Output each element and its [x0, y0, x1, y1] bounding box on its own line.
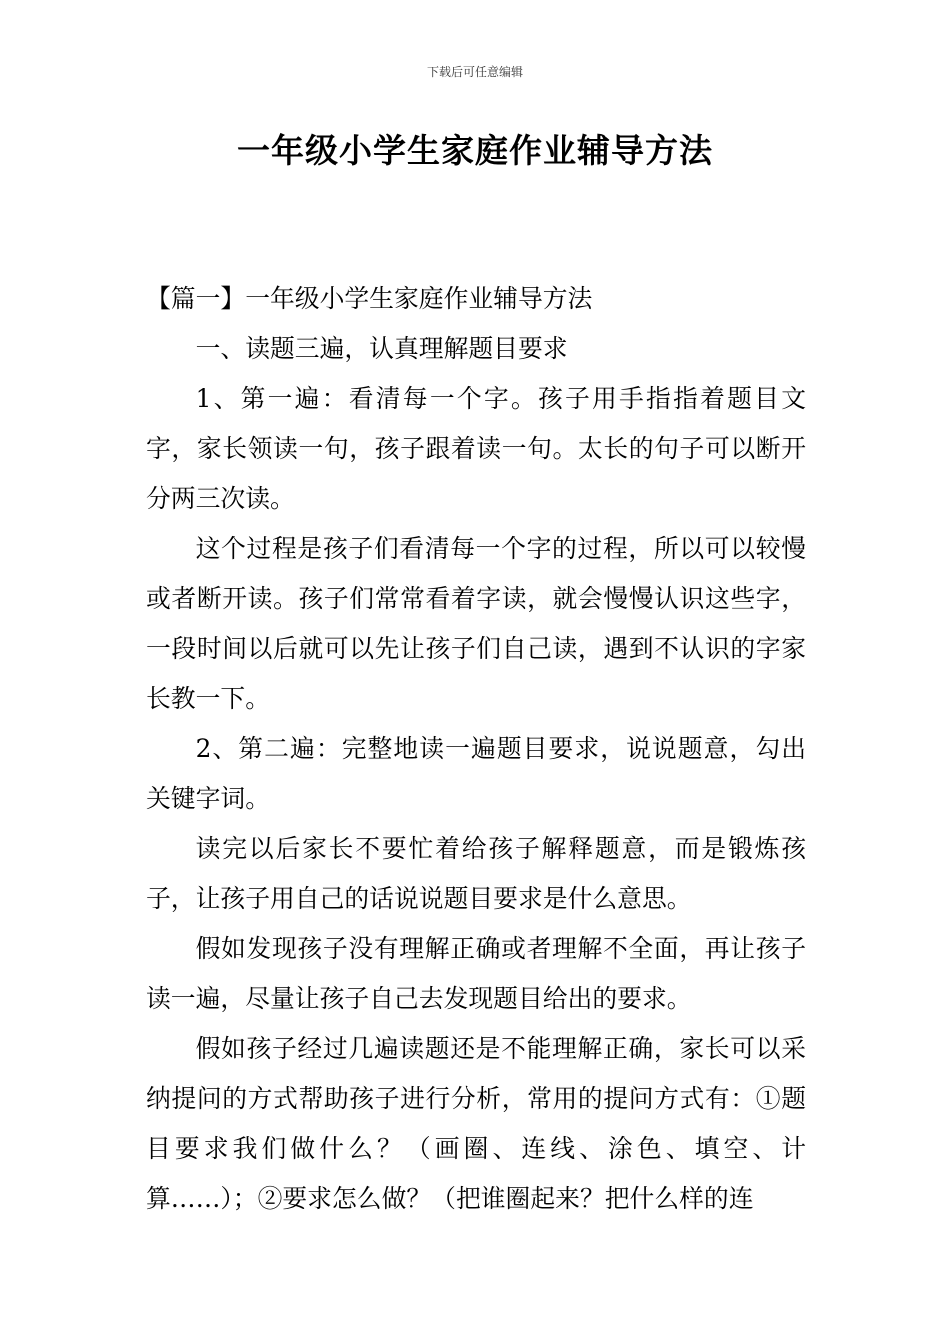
section-heading: 【篇一】一年级小学生家庭作业辅导方法	[146, 284, 593, 313]
paragraph: 1、第一遍：看清每一个字。孩子用手指指着题目文字，家长领读一句，孩子跟着读一句。太长的句子可以断开分两三次读。	[146, 384, 806, 513]
page-header-note: 下载后可任意编辑	[426, 65, 523, 79]
paragraph: 假如孩子经过几遍读题还是不能理解正确，家长可以采纳提问的方式帮助孩子进行分析，常用的提问方式有：①题目要求我们做什么？（画圈、连线、涂色、填空、计算……）；②要求怎么做？（把谁圈起来？把什么样的连	[146, 1034, 806, 1213]
paragraph: 一、读题三遍，认真理解题目要求	[195, 334, 568, 363]
document-title: 一年级小学生家庭作业辅导方法	[237, 131, 713, 170]
paragraph: 这个过程是孩子们看清每一个字的过程，所以可以较慢或者断开读。孩子们常常看着字读，就会慢慢认识这些字，一段时间以后就可以先让孩子们自己读，遇到不认识的字家长教一下。	[146, 534, 806, 713]
paragraph: 假如发现孩子没有理解正确或者理解不全面，再让孩子读一遍，尽量让孩子自己去发现题目给出的要求。	[146, 934, 806, 1013]
paragraph: 读完以后家长不要忙着给孩子解释题意，而是锻炼孩子，让孩子用自己的话说说题目要求是什么意思。	[146, 834, 806, 913]
paragraph: 2、第二遍：完整地读一遍题目要求，说说题意，勾出关键字词。	[146, 734, 806, 813]
document-body	[146, 274, 806, 1224]
